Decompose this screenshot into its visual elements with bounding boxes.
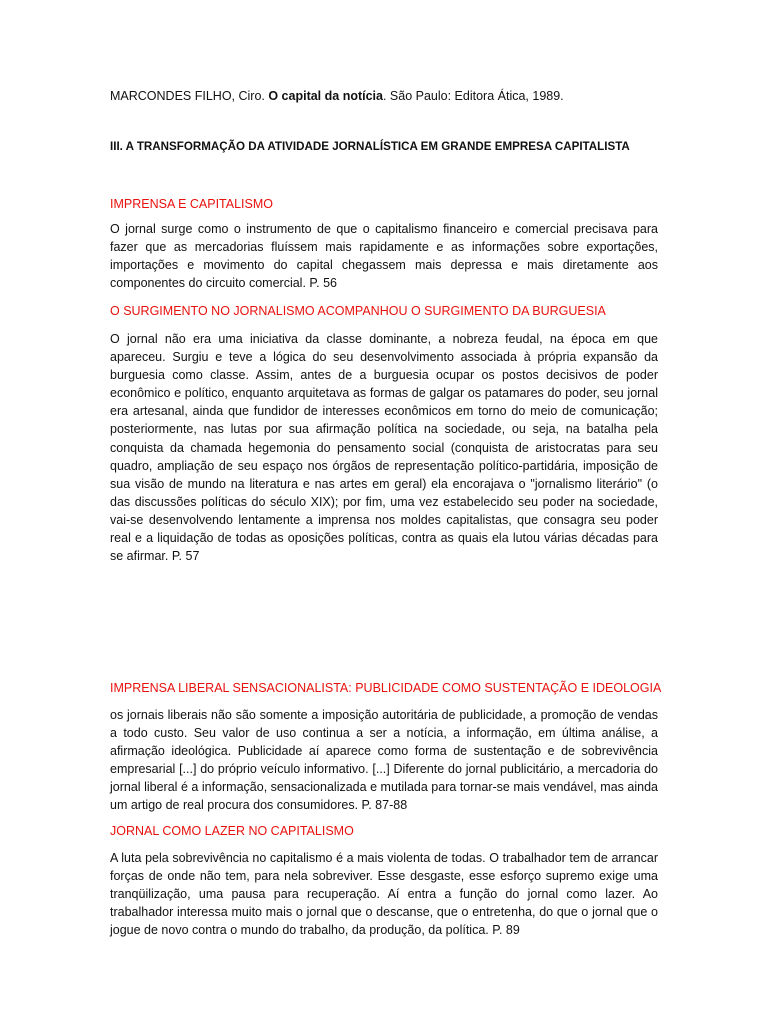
section-heading-imprensa-capitalismo: IMPRENSA E CAPITALISMO	[110, 197, 274, 211]
chapter-title: III. A TRANSFORMAÇÃO DA ATIVIDADE JORNALÍSTICA EM GRANDE EMPRESA CAPITALISTA	[110, 140, 630, 153]
section-text-imprensa-capitalismo: O jornal surge como o instrumento de que o capitalismo financeiro e comercial precisava para fazer que as mercadorias fluíssem mais rapidamente e as informações sobre exportações, importações e movimento do capital chegassem mais depressa e mais diretamente aos componentes do circuito comercial. P. 56	[110, 222, 658, 291]
citation-author: MARCONDES FILHO, Ciro.	[110, 89, 269, 103]
section-text-imprensa-liberal: os jornais liberais não são somente a imposição autoritária de publicidade, a promoção de vendas a todo custo. Seu valor de uso continua a ser a notícia, a informação, em última análise, a afirmação ideológica. Publicidade aí aparece como forma de sustentação e de sobrevivência empresarial [...] do próprio veículo informativo. [...] Diferente do jornal publicitário, a mercadoria do jornal liberal é a informação, sensacionalizada e mutilada para tornar-se mais vendável, mas ainda um artigo de real procura dos consumidores. P. 87-88	[110, 708, 658, 813]
bibliographic-citation	[110, 87, 564, 105]
citation-publisher: . São Paulo: Editora Ática, 1989.	[382, 89, 564, 103]
section-heading-jornal-lazer: JORNAL COMO LAZER NO CAPITALISMO	[110, 824, 354, 838]
section-text-jornal-lazer: A luta pela sobrevivência no capitalismo é a mais violenta de todas. O trabalhador tem de arrancar forças de onde não tem, para nela sobreviver. Esse desgaste, esse esforço supremo exige uma tranqüilização, uma pausa para recuperação. Aí entra a função do jornal como lazer. Ao trabalhador interessa muito mais o jornal que o descanse, que o entretenha, do que o jornal que o jogue de novo contra o mundo do trabalho, da produção, da política. P. 89	[110, 851, 658, 938]
section-text-surgimento-burguesia: O jornal não era uma iniciativa da classe dominante, a nobreza feudal, na época em que apareceu. Surgiu e teve a lógica do seu desenvolvimento associada à própria expansão da burguesia como classe. Assim, antes de a burguesia ocupar os postos decisivos de poder econômico e político, enquanto arquitetava as formas de galgar os patamares do poder, seu jornal era artesanal, ainda que fundidor de interesses econômicos em torno do meio de comunicação; posteriormente, nas lutas por sua afirmação política na sociedade, ou seja, na batalha pela conquista da chamada hegemonia do pensamento social (conquista de aristocratas para seu quadro, ampliação de seu espaço nos órgãos de representação político-partidária, imposição de sua visão de mundo na literatura e nas artes em geral) ela encorajava o "jornalismo literário" (o das discussões políticas do século XIX); por fim, uma vez estabelecido seu poder na sociedade, vai-se desenvolvendo lentamente a imprensa nos moldes capitalistas, que consagra seu poder real e a liquidação de todas as oposições políticas, contra as quais ela lutou várias décadas para se afirmar. P. 57	[110, 332, 658, 564]
section-heading-surgimento-burguesia: O SURGIMENTO NO JORNALISMO ACOMPANHOU O SURGIMENTO DA BURGUESIA	[110, 304, 606, 318]
section-heading-imprensa-liberal: IMPRENSA LIBERAL SENSACIONALISTA: PUBLICIDADE COMO SUSTENTAÇÃO E IDEOLOGIA	[110, 681, 662, 695]
citation-book-title: O capital da notícia	[268, 89, 383, 103]
